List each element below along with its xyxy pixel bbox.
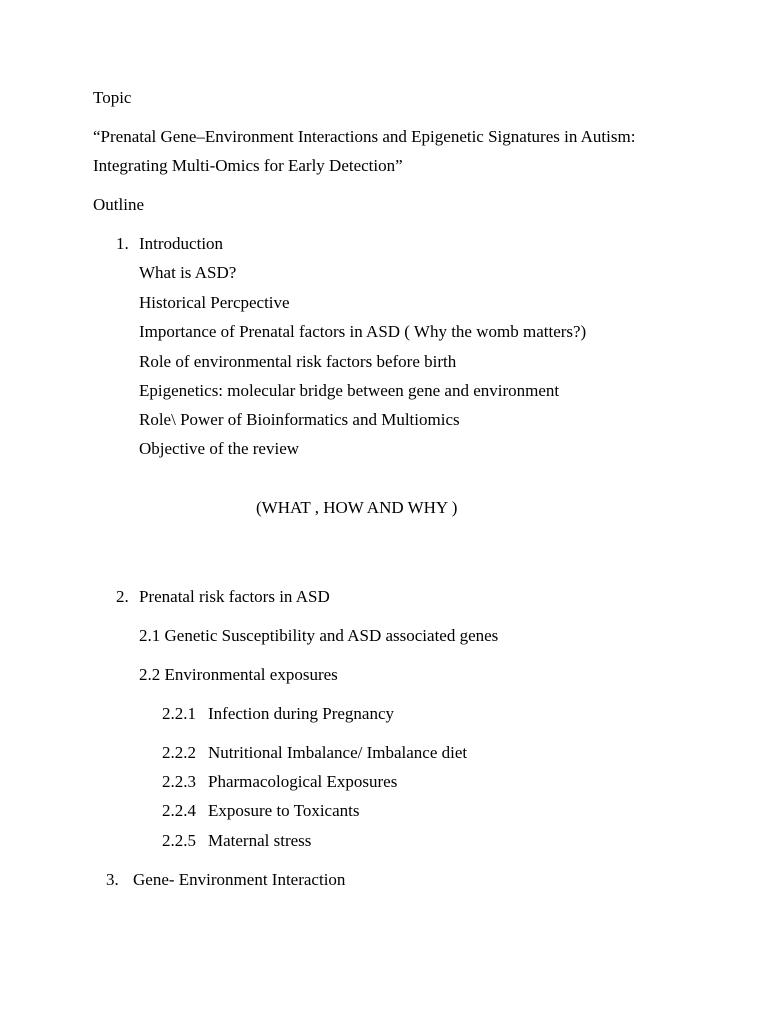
list-item: Role\ Power of Bioinformatics and Multiomics (139, 410, 460, 429)
item-number: 2.2.3 (162, 772, 196, 791)
section-1-number: 1. (116, 234, 129, 253)
outline-label: Outline (93, 195, 144, 214)
item-number: 2.2.4 (162, 801, 196, 820)
list-item: Historical Percpective (139, 293, 290, 312)
list-item: Role of environmental risk factors before birth (139, 352, 457, 371)
list-item: What is ASD? (139, 263, 237, 282)
section-3-number: 3. (106, 870, 119, 889)
topic-label: Topic (93, 88, 132, 107)
title-line-2: Integrating Multi-Omics for Early Detection” (93, 156, 403, 175)
section-2-title: Prenatal risk factors in ASD (139, 587, 330, 606)
list-item: Importance of Prenatal factors in ASD ( Why the womb matters?) (139, 322, 587, 341)
subsection-2-1: 2.1 Genetic Susceptibility and ASD associated genes (139, 626, 499, 645)
list-item: Infection during Pregnancy (208, 704, 394, 723)
list-item: Maternal stress (208, 831, 312, 850)
list-item: Objective of the review (139, 439, 300, 458)
list-item: Exposure to Toxicants (208, 801, 360, 820)
item-number: 2.2.5 (162, 831, 196, 850)
section-2-number: 2. (116, 587, 129, 606)
list-item: Pharmacological Exposures (208, 772, 398, 791)
subsection-2-2: 2.2 Environmental exposures (139, 665, 338, 684)
section-3-title: Gene- Environment Interaction (133, 870, 346, 889)
item-number: 2.2.2 (162, 743, 196, 762)
list-item: Nutritional Imbalance/ Imbalance diet (208, 743, 468, 762)
section-1-note: (WHAT , HOW AND WHY ) (256, 498, 458, 517)
item-number: 2.2.1 (162, 704, 196, 723)
title-line-1: “Prenatal Gene–Environment Interactions and Epigenetic Signatures in Autism: (93, 127, 636, 146)
section-1-title: Introduction (139, 234, 224, 253)
list-item: Epigenetics: molecular bridge between gene and environment (139, 381, 560, 400)
